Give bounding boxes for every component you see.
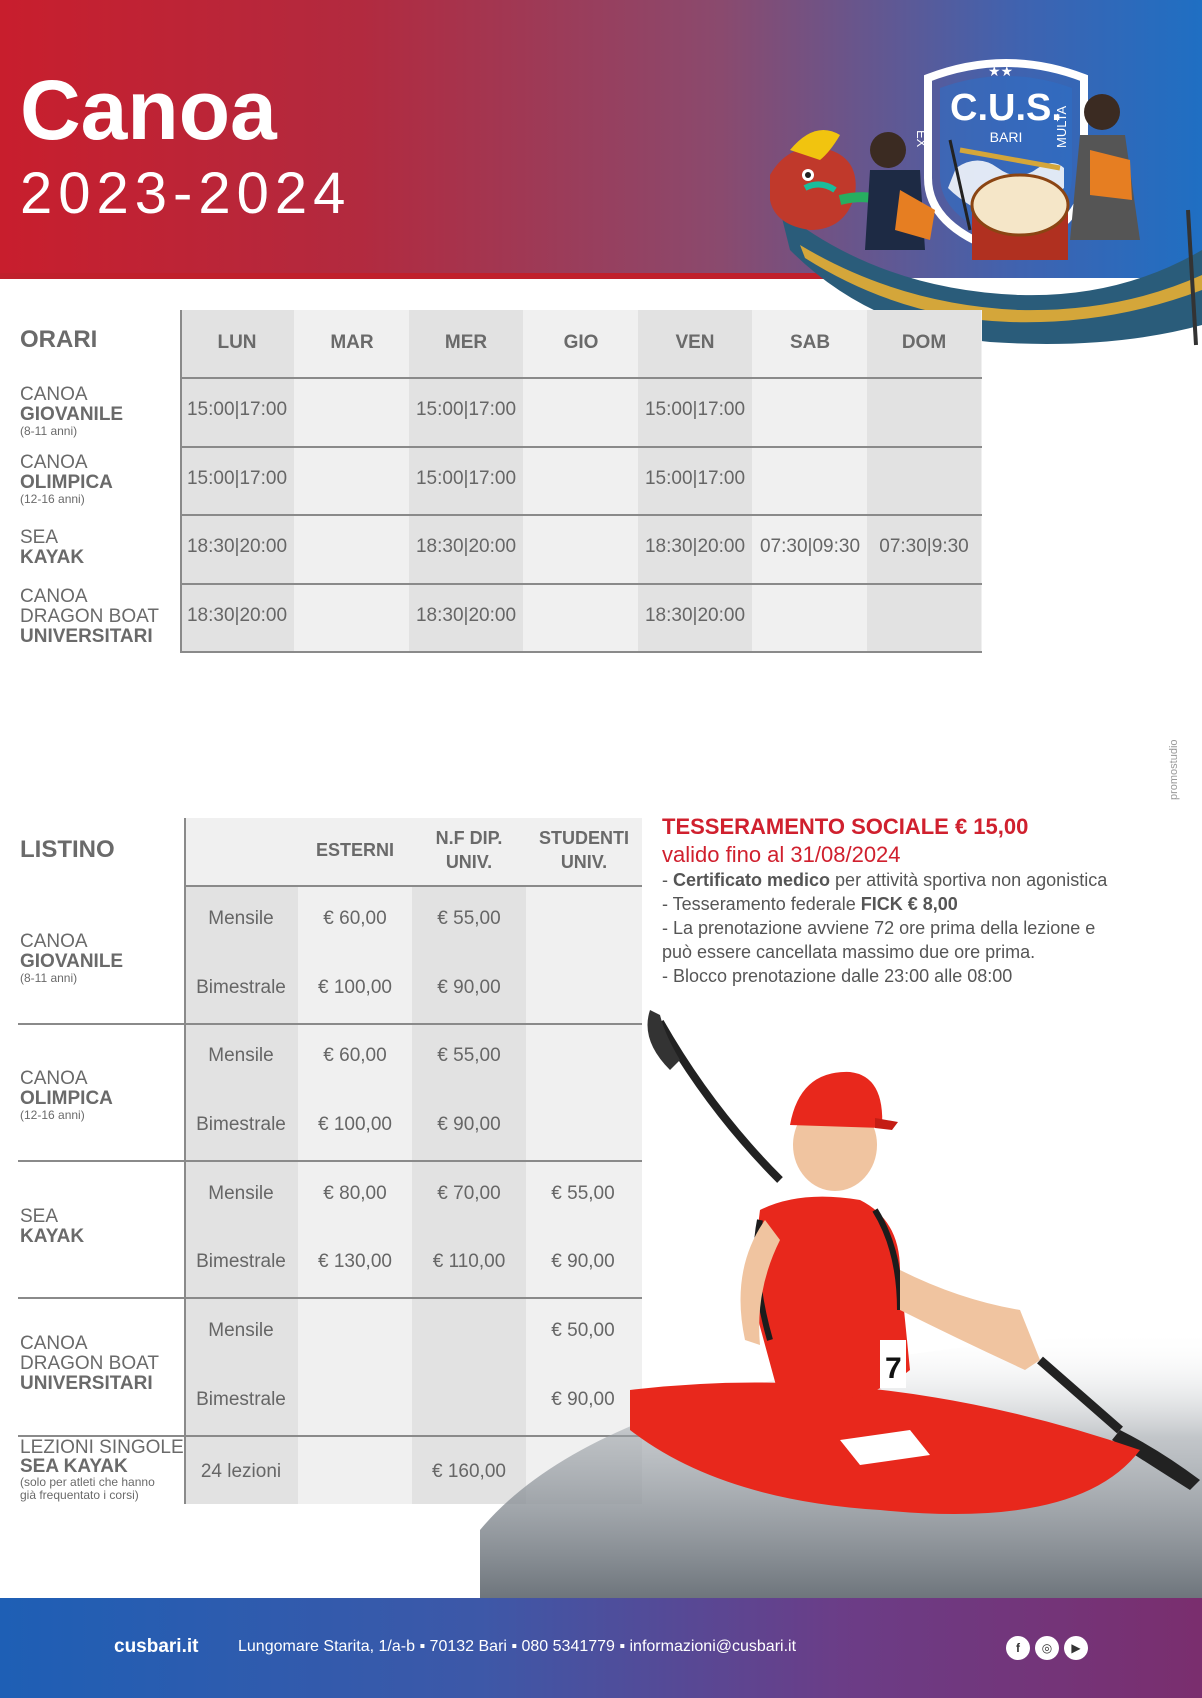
footer-website-link[interactable]: cusbari.it bbox=[114, 1636, 199, 1657]
price-value: € 70,00 bbox=[437, 1183, 501, 1204]
price-period: Bimestrale bbox=[196, 1251, 286, 1272]
schedule-divider bbox=[180, 446, 982, 448]
facebook-icon[interactable]: f bbox=[1006, 1636, 1030, 1660]
header-line1: N.F DIP. bbox=[435, 828, 503, 848]
group-label-line2: GIOVANILE bbox=[20, 951, 124, 972]
info-line bbox=[662, 892, 1142, 916]
price-header-divider bbox=[184, 885, 642, 887]
pricing-title: LISTINO bbox=[20, 836, 115, 863]
row-label-line2: KAYAK bbox=[20, 547, 85, 568]
group-label-line1: CANOA bbox=[20, 1068, 88, 1089]
schedule-cell: 07:30|09:30 bbox=[759, 536, 861, 557]
day-header-dom: DOM bbox=[901, 332, 947, 353]
price-single-label bbox=[20, 1438, 184, 1502]
price-value: € 160,00 bbox=[432, 1461, 506, 1482]
price-value: € 90,00 bbox=[551, 1251, 615, 1272]
logo-motto-right: MULTA bbox=[1054, 105, 1069, 148]
schedule-title: ORARI bbox=[20, 326, 98, 353]
row-label-line2: GIOVANILE bbox=[20, 404, 124, 425]
header-line1: ESTERNI bbox=[315, 840, 394, 860]
logo-motto-left: EX bbox=[914, 130, 929, 148]
row-label-line2: OLIMPICA bbox=[20, 472, 113, 493]
price-header-studenti bbox=[526, 826, 642, 874]
page-title: Canoa bbox=[20, 63, 277, 157]
price-value: € 55,00 bbox=[437, 1045, 501, 1066]
price-value: € 110,00 bbox=[432, 1251, 506, 1272]
schedule-cell: 15:00|17:00 bbox=[186, 399, 288, 420]
schedule-cell: 15:00|17:00 bbox=[415, 468, 517, 489]
info-text: - bbox=[662, 870, 673, 890]
schedule-cell: 18:30|20:00 bbox=[415, 605, 517, 626]
price-period: Mensile bbox=[208, 1045, 274, 1066]
logo-text: C.U.S. bbox=[950, 87, 1062, 129]
row-label-line1: CANOA bbox=[20, 586, 88, 607]
season-label: 2023-2024 bbox=[20, 161, 352, 226]
schedule-cell: 18:30|20:00 bbox=[644, 536, 746, 557]
group-label-line1: SEA bbox=[20, 1206, 59, 1227]
schedule-cell: 15:00|17:00 bbox=[644, 399, 746, 420]
single-label-note1: (solo per atleti che hanno bbox=[20, 1475, 155, 1489]
day-header-mer: MER bbox=[444, 332, 488, 353]
single-label-note2: già frequentato i corsi) bbox=[20, 1488, 139, 1502]
row-label-line3: UNIVERSITARI bbox=[20, 626, 153, 647]
logo-city: BARI bbox=[989, 129, 1023, 145]
price-header-esterni bbox=[298, 838, 412, 862]
info-bold: FICK € 8,00 bbox=[860, 894, 958, 914]
group-label-note: (12-16 anni) bbox=[20, 1108, 85, 1122]
schedule-cell: 18:30|20:00 bbox=[186, 536, 288, 557]
schedule-row-label bbox=[20, 528, 84, 568]
schedule-cell: 15:00|17:00 bbox=[644, 468, 746, 489]
header-divider bbox=[0, 273, 840, 279]
price-period: Bimestrale bbox=[196, 977, 286, 998]
price-value: € 130,00 bbox=[318, 1251, 392, 1272]
schedule-cell: 18:30|20:00 bbox=[415, 536, 517, 557]
day-header-lun: LUN bbox=[217, 332, 257, 353]
group-label-note: (8-11 anni) bbox=[20, 971, 78, 985]
day-header-gio: GIO bbox=[563, 332, 599, 353]
price-header-nf-dip bbox=[412, 826, 526, 874]
row-label-note: (12-16 anni) bbox=[20, 492, 85, 506]
schedule-cell: 18:30|20:00 bbox=[186, 605, 288, 626]
info-line: può essere cancellata massimo due ore prima. bbox=[662, 942, 1036, 962]
schedule-grid bbox=[180, 310, 982, 652]
schedule-cell: 15:00|17:00 bbox=[186, 468, 288, 489]
price-period: Bimestrale bbox=[196, 1389, 286, 1410]
day-header-ven: VEN bbox=[675, 332, 715, 353]
header-line2: UNIV. bbox=[560, 852, 608, 872]
footer-contact-info: Lungomare Starita, 1/a-b ▪ 70132 Bari ▪ 080 5341779 ▪ informazioni@cusbari.it bbox=[238, 1638, 797, 1655]
kayak-bib-number: 7 bbox=[885, 1352, 902, 1385]
schedule-row-label bbox=[20, 453, 113, 506]
info-line bbox=[662, 868, 1142, 892]
price-value: € 90,00 bbox=[551, 1389, 615, 1410]
kayak-athlete-image bbox=[480, 1010, 1202, 1598]
membership-info bbox=[662, 814, 1142, 988]
price-value: € 60,00 bbox=[323, 908, 387, 929]
price-group-label bbox=[20, 932, 123, 985]
price-group-label bbox=[20, 1207, 84, 1247]
info-line: - La prenotazione avviene 72 ore prima della lezione e bbox=[662, 918, 1096, 938]
header-line1: STUDENTI bbox=[539, 828, 629, 848]
youtube-icon[interactable]: ▶ bbox=[1064, 1636, 1088, 1660]
price-value: € 55,00 bbox=[551, 1183, 615, 1204]
info-line: - Blocco prenotazione dalle 23:00 alle 08:00 bbox=[662, 966, 1013, 986]
info-bold: Certificato medico bbox=[673, 870, 831, 890]
row-label-line2: DRAGON BOAT bbox=[20, 606, 159, 627]
price-period: 24 lezioni bbox=[200, 1461, 282, 1482]
row-label-note: (8-11 anni) bbox=[20, 424, 78, 438]
price-value: € 55,00 bbox=[437, 908, 501, 929]
row-label-line1: CANOA bbox=[20, 452, 88, 473]
group-label-line2: KAYAK bbox=[20, 1226, 85, 1247]
schedule-col-shade bbox=[867, 310, 981, 652]
info-text: - Tesseramento federale bbox=[662, 894, 861, 914]
row-label-line1: SEA bbox=[20, 527, 59, 548]
info-text: per attività sportiva non agonistica bbox=[830, 870, 1108, 890]
row-label-line1: CANOA bbox=[20, 384, 88, 405]
group-label-line1: CANOA bbox=[20, 1333, 88, 1354]
day-header-mar: MAR bbox=[330, 332, 374, 353]
group-label-line1: CANOA bbox=[20, 931, 88, 952]
schedule-divider bbox=[180, 514, 982, 516]
schedule-row-label bbox=[20, 385, 123, 438]
membership-heading: TESSERAMENTO SOCIALE € 15,00 bbox=[662, 814, 1029, 839]
group-label-line2: DRAGON BOAT bbox=[20, 1353, 159, 1374]
schedule-cell: 07:30|9:30 bbox=[879, 536, 969, 557]
schedule-divider bbox=[180, 583, 982, 585]
schedule-divider bbox=[180, 377, 982, 379]
price-group-label bbox=[20, 1069, 113, 1122]
price-period: Mensile bbox=[208, 1183, 274, 1204]
price-value: € 100,00 bbox=[318, 977, 392, 998]
price-value: € 60,00 bbox=[323, 1045, 387, 1066]
schedule-row-label bbox=[20, 587, 159, 647]
price-period: Mensile bbox=[208, 908, 274, 929]
price-value: € 90,00 bbox=[437, 977, 501, 998]
group-label-line2: OLIMPICA bbox=[20, 1088, 113, 1109]
svg-text:★★: ★★ bbox=[988, 64, 1014, 80]
schedule-divider bbox=[180, 651, 982, 653]
header-line2: UNIV. bbox=[445, 852, 493, 872]
schedule-cell: 18:30|20:00 bbox=[644, 605, 746, 626]
single-label-line1: LEZIONI SINGOLE bbox=[20, 1437, 184, 1458]
price-value: € 100,00 bbox=[318, 1114, 392, 1135]
single-label-line2: SEA KAYAK bbox=[20, 1456, 128, 1477]
schedule-cell: 15:00|17:00 bbox=[415, 399, 517, 420]
promostudio-credit: promostudio bbox=[1168, 739, 1180, 800]
membership-validity: valido fino al 31/08/2024 bbox=[662, 842, 901, 867]
price-value: € 80,00 bbox=[323, 1183, 387, 1204]
group-label-line3: UNIVERSITARI bbox=[20, 1373, 153, 1394]
price-period: Bimestrale bbox=[196, 1114, 286, 1135]
price-value: € 50,00 bbox=[551, 1320, 615, 1341]
price-period: Mensile bbox=[208, 1320, 274, 1341]
price-group-label bbox=[20, 1334, 159, 1394]
instagram-icon[interactable]: ◎ bbox=[1035, 1636, 1059, 1660]
price-value: € 90,00 bbox=[437, 1114, 501, 1135]
day-header-sab: SAB bbox=[789, 332, 831, 353]
